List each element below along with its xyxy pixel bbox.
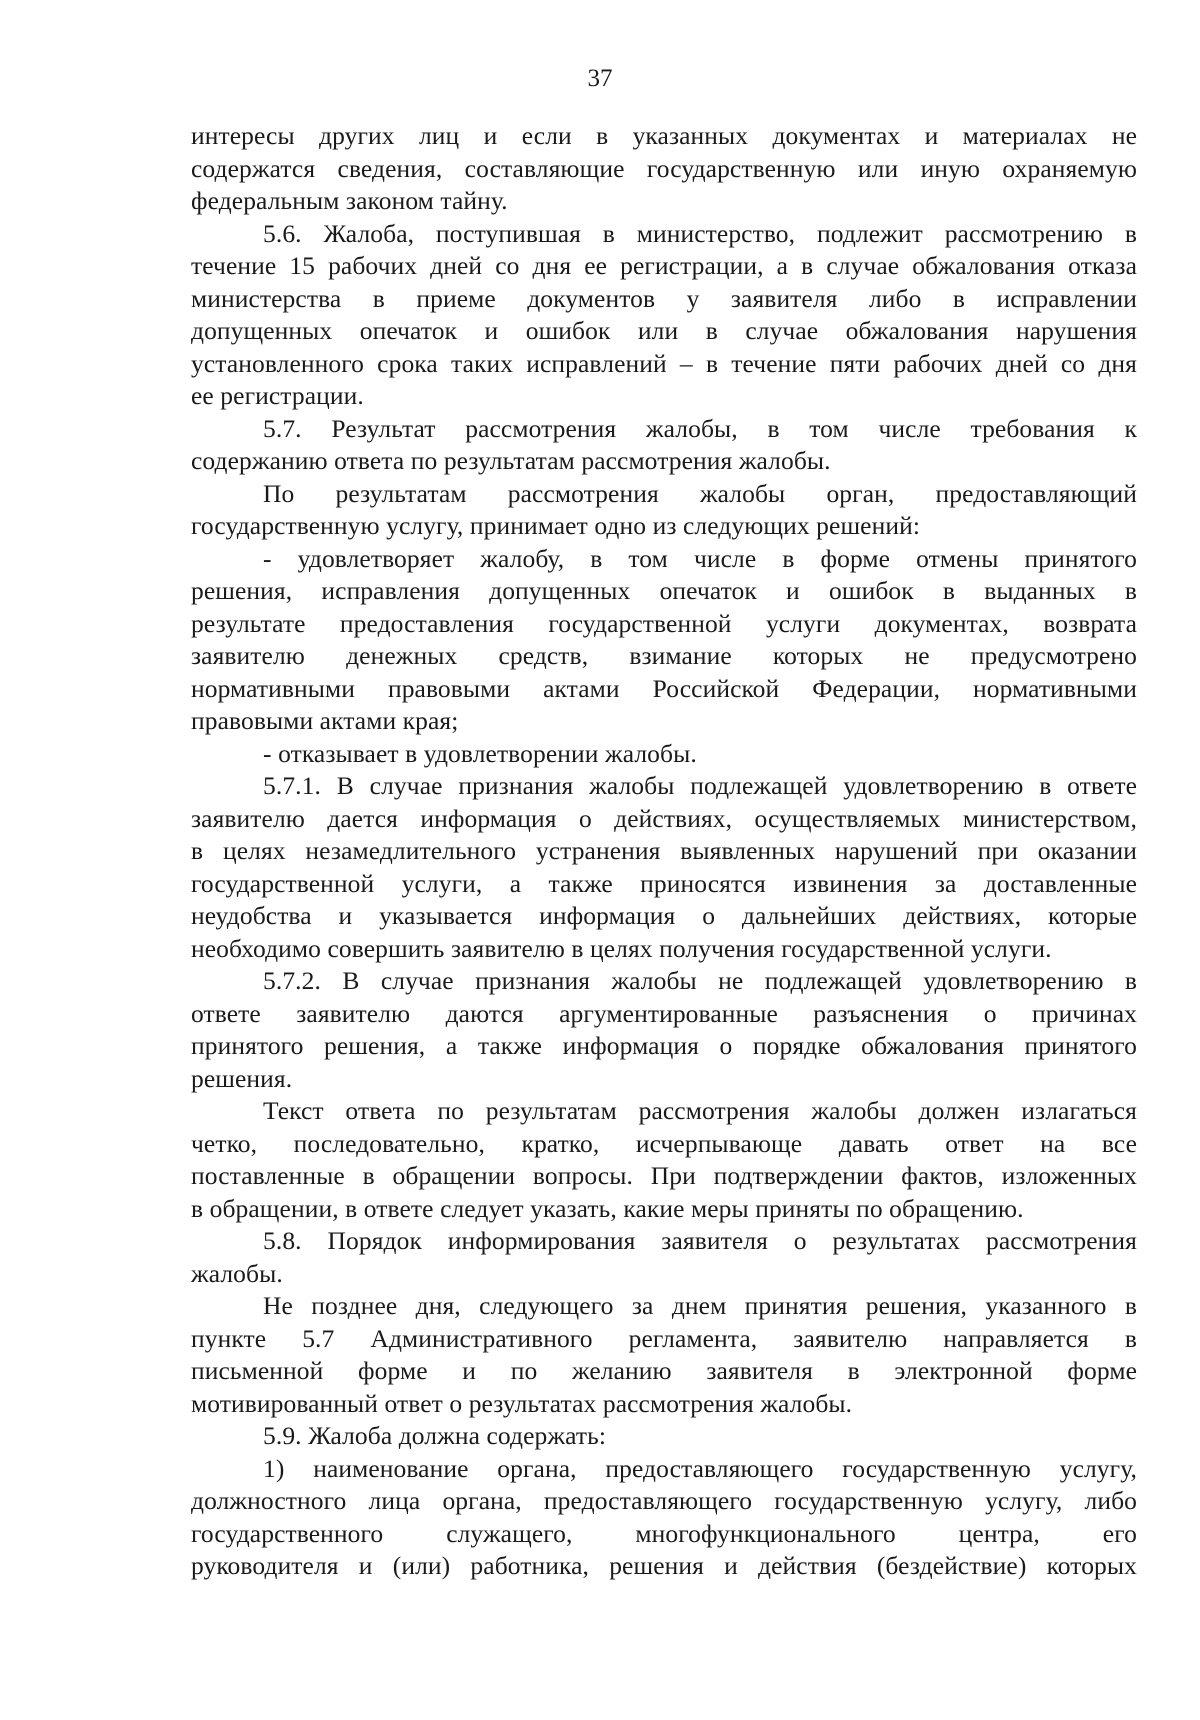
text-line: принятого решения, а также информация о порядке обжалования принятого [191, 1031, 1137, 1060]
document-body [191, 120, 1137, 1583]
text-line: 1) наименование органа, предоставляющего государственную услугу, [263, 1453, 1137, 1483]
text-line: - отказывает в удовлетворении жалобы. [263, 738, 697, 768]
text-line: правовыми актами края; [191, 706, 459, 735]
text-line: жалобы. [191, 1258, 283, 1288]
text-line: - удовлетворяет жалобу, в том числе в форме отмены принятого [263, 543, 1137, 573]
text-line: допущенных опечаток и ошибок или в случае обжалования нарушения [191, 316, 1137, 345]
text-line: 5.7.1. В случае признания жалобы подлежащей удовлетворению в ответе [263, 771, 1137, 800]
text-line: министерства в приеме документов у заявителя либо в исправлении [191, 283, 1137, 313]
text-line: неудобства и указывается информация о дальнейших действиях, которые [191, 901, 1137, 930]
text-line: содержанию ответа по результатам рассмотрения жалобы. [191, 446, 831, 475]
text-line: ответе заявителю даются аргументированные разъяснения о причинах [191, 998, 1137, 1028]
text-line: пункте 5.7 Административного регламента, заявителю направляется в [191, 1323, 1137, 1353]
text-line: поставленные в обращении вопросы. При подтверждении фактов, изложенных [191, 1161, 1137, 1190]
text-line: решения. [191, 1063, 293, 1093]
text-line: руководителя и (или) работника, решения и действия (бездействие) которых [191, 1551, 1137, 1580]
text-line: содержатся сведения, составляющие государственную или иную охраняемую [191, 153, 1137, 183]
text-line: заявителю денежных средств, взимание которых не предусмотрено [191, 641, 1137, 670]
text-line: 5.6. Жалоба, поступившая в министерство, подлежит рассмотрению в [263, 218, 1137, 248]
text-line: нормативными правовыми актами Российской Федерации, нормативными [191, 673, 1137, 703]
text-line: государственной услуги, а также приносятся извинения за доставленные [191, 868, 1137, 898]
text-line: федеральным законом тайну. [191, 186, 508, 215]
text-line: в целях незамедлительного устранения выявленных нарушений при оказании [191, 836, 1137, 865]
text-line: должностного лица органа, предоставляющего государственную услугу, либо [191, 1486, 1137, 1515]
page-number: 37 [587, 65, 613, 92]
text-line: решения, исправления допущенных опечаток и ошибок в выданных в [191, 576, 1137, 605]
text-line: четко, последовательно, кратко, исчерпывающе давать ответ на все [191, 1128, 1137, 1158]
text-line: 5.8. Порядок информирования заявителя о результатах рассмотрения [263, 1226, 1137, 1255]
text-line: необходимо совершить заявителю в целях получения государственной услуги. [191, 933, 1052, 963]
text-line: Не позднее дня, следующего за днем принятия решения, указанного в [263, 1291, 1137, 1320]
text-line: Текст ответа по результатам рассмотрения жалобы должен излагаться [263, 1096, 1137, 1125]
text-line: По результатам рассмотрения жалобы орган, предоставляющий [263, 478, 1137, 508]
text-line: результате предоставления государственной услуги документах, возврата [191, 608, 1137, 638]
text-line: государственную услугу, принимает одно из следующих решений: [191, 511, 921, 540]
text-line: течение 15 рабочих дней со дня ее регистрации, а в случае обжалования отказа [191, 251, 1137, 280]
text-line: заявителю дается информация о действиях, осуществляемых министерством, [191, 803, 1137, 833]
text-line: 5.9. Жалоба должна содержать: [263, 1421, 607, 1450]
text-line: 5.7. Результат рассмотрения жалобы, в том числе требования к [263, 413, 1137, 443]
text-line: интересы других лиц и если в указанных документах и материалах не [191, 121, 1137, 150]
text-line: письменной форме и по желанию заявителя в электронной форме [191, 1356, 1137, 1385]
text-line: государственного служащего, многофункционального центра, его [191, 1518, 1137, 1548]
text-line: мотивированный ответ о результатах рассмотрения жалобы. [191, 1388, 853, 1418]
text-line: в обращении, в ответе следует указать, какие меры приняты по обращению. [191, 1193, 1024, 1223]
text-line: ее регистрации. [191, 381, 364, 410]
text-line: 5.7.2. В случае признания жалобы не подлежащей удовлетворению в [263, 966, 1137, 995]
text-line: установленного срока таких исправлений – в течение пяти рабочих дней со дня [191, 348, 1137, 378]
